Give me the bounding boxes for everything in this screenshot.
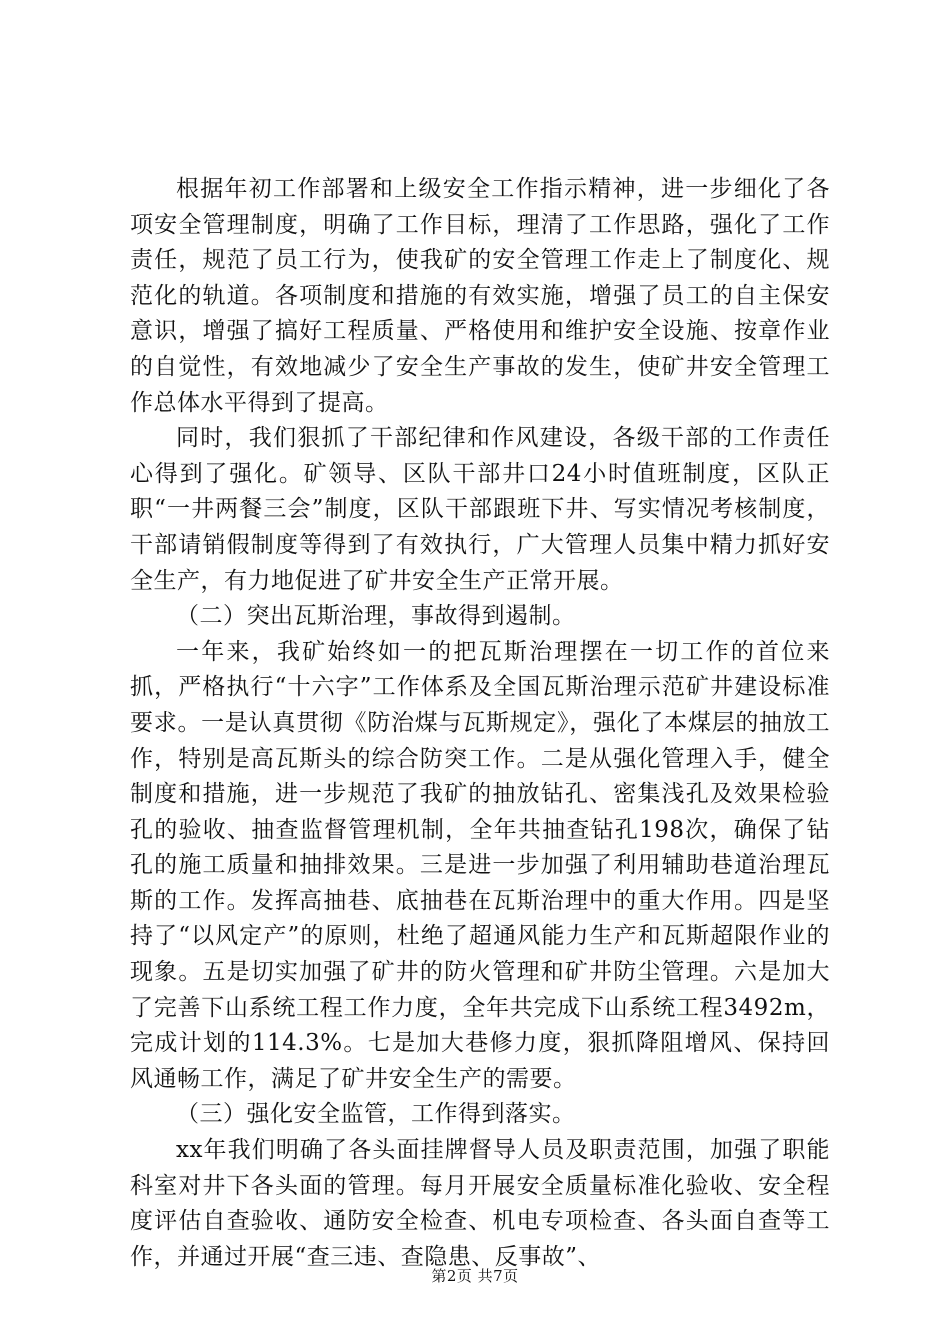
paragraph-cadre-discipline: 同时，我们狠抓了干部纪律和作风建设，各级干部的工作责任心得到了强化。矿领导、区队干部井口24小时值班制度，区队正职“一井两餐三会”制度，区队干部跟班下井、写实情况考核制度，干部请销假制度等得到了有效执行，广大管理人员集中精力抓好安全生产，有力地促进了矿井安全生产正常开展。 xyxy=(130,425,830,594)
paragraph-safety-supervision: xx年我们明确了各头面挂牌督导人员及职责范围，加强了职能科室对井下各头面的管理。每月开展安全质量标准化验收、安全程度评估自查验收、通防安全检查、机电专项检查、各头面自查等工作，并通过开展“查三违、查隐患、反事故”、 xyxy=(130,1137,830,1270)
document-body xyxy=(130,172,830,1275)
section-heading-safety-supervision: （三）强化安全监管，工作得到落实。 xyxy=(176,1101,576,1128)
paragraph-gas-control: 一年来，我矿始终如一的把瓦斯治理摆在一切工作的首位来抓，严格执行“十六字”工作体系及全国瓦斯治理示范矿井建设标准要求。一是认真贯彻《防治煤与瓦斯规定》，强化了本煤层的抽放工作，特别是高瓦斯头的综合防突工作。二是从强化管理入手，健全制度和措施，进一步规范了我矿的抽放钻孔、密集浅孔及效果检验孔的验收、抽查监督管理机制，全年共抽查钻孔198次，确保了钻孔的施工质量和抽排效果。三是进一步加强了利用辅助巷道治理瓦斯的工作。发挥高抽巷、底抽巷在瓦斯治理中的重大作用。四是坚持了“以风定产”的原则，杜绝了超通风能力生产和瓦斯超限作业的现象。五是切实加强了矿井的防火管理和矿井防尘管理。六是加大了完善下山系统工程工作力度，全年共完成下山系统工程3492m，完成计划的114.3%。七是加大巷修力度，狠抓降阻增风、保持回风通畅工作，满足了矿井安全生产的需要。 xyxy=(130,638,830,1092)
page-number-footer: 第2页 共7页 xyxy=(431,1267,519,1285)
section-heading-gas-control: （二）突出瓦斯治理，事故得到遏制。 xyxy=(176,603,576,630)
paragraph-safety-management: 根据年初工作部署和上级安全工作指示精神，进一步细化了各项安全管理制度，明确了工作目标，理清了工作思路，强化了工作责任，规范了员工行为，使我矿的安全管理工作走上了制度化、规范化的轨道。各项制度和措施的有效实施，增强了员工的自主保安意识，增强了搞好工程质量、严格使用和维护安全设施、按章作业的自觉性，有效地减少了安全生产事故的发生，使矿井安全管理工作总体水平得到了提高。 xyxy=(130,176,830,416)
